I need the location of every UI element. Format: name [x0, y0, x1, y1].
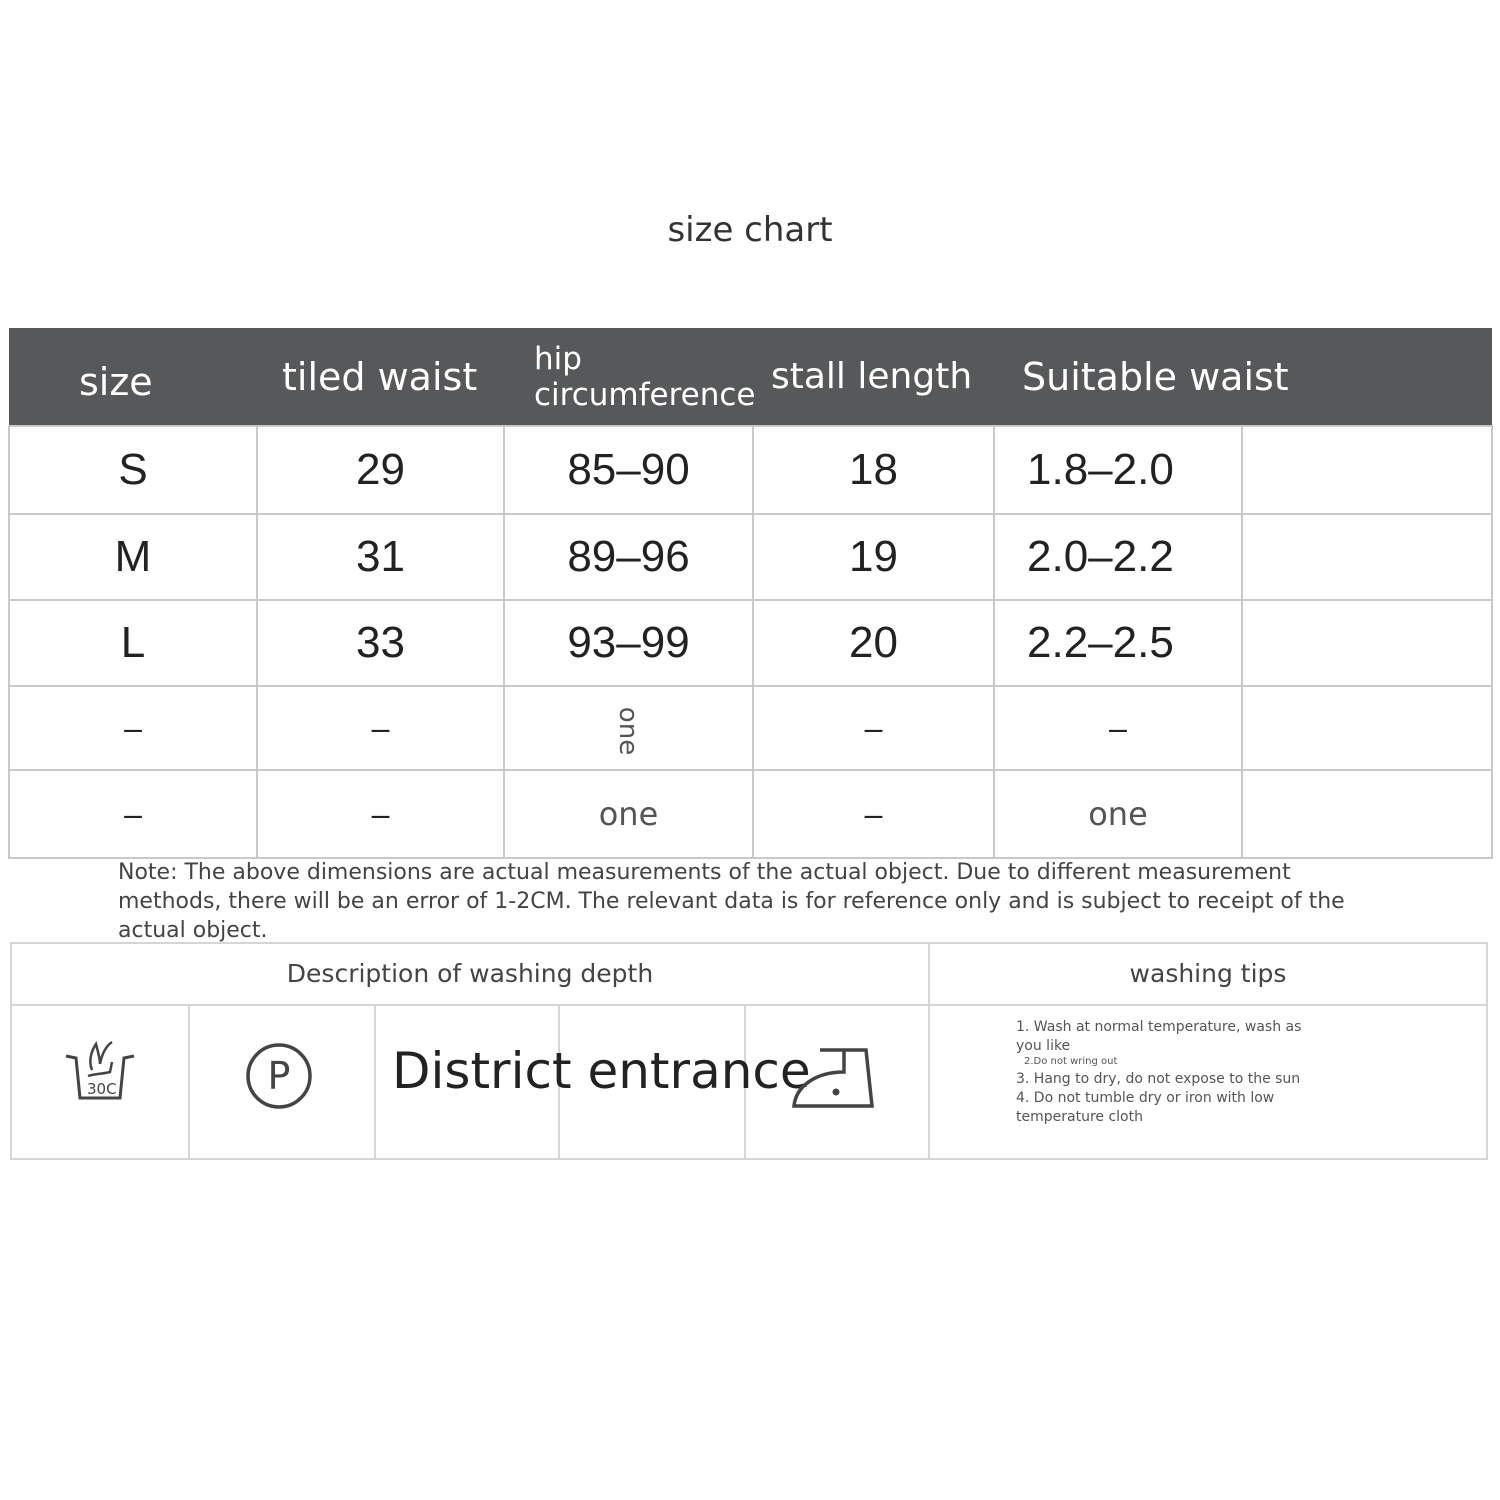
washing-tip: 3. Hang to dry, do not expose to the sun	[1016, 1071, 1301, 1087]
table-cell: –	[753, 770, 994, 858]
table-cell: –	[257, 686, 504, 770]
washing-tip: 4. Do not tumble dry or iron with low temperature cloth	[1016, 1090, 1275, 1125]
page-title: size chart	[667, 210, 833, 250]
table-cell: 31	[257, 514, 504, 600]
table-cell: 29	[257, 426, 504, 514]
table-row	[9, 514, 1492, 600]
header-tiled-waist: tiled waist	[257, 328, 504, 426]
hand-wash-temp-label: 30C	[87, 1080, 117, 1098]
table-cell: 20	[753, 600, 994, 686]
table-cell: 1.8–2.0	[994, 426, 1242, 514]
table-cell: 2.2–2.5	[994, 600, 1242, 686]
table-cell	[1242, 514, 1492, 600]
table-cell: –	[994, 686, 1242, 770]
table-cell	[1242, 686, 1492, 770]
table-cell: 2.0–2.2	[994, 514, 1242, 600]
table-cell	[1242, 600, 1492, 686]
table-row	[9, 686, 1492, 770]
washing-tip: 2.Do not wring out	[1024, 1056, 1118, 1067]
table-header-row	[9, 328, 1492, 426]
table-cell: S	[9, 426, 257, 514]
washing-tip: 1. Wash at normal temperature, wash as you like	[1016, 1019, 1302, 1054]
table-cell: 93–99	[504, 600, 753, 686]
header-hip-circumference: hip circumference	[504, 328, 753, 426]
hand-wash-30c-icon	[62, 1036, 138, 1112]
table-row	[9, 426, 1492, 514]
header-suitable-waist: Suitable waist	[994, 328, 1492, 426]
table-cell	[1242, 770, 1492, 858]
rotated-cell-text: one	[613, 706, 644, 755]
washing-tips-list	[1016, 1018, 1316, 1127]
table-cell: –	[753, 686, 994, 770]
table-cell: –	[9, 770, 257, 858]
table-cell: –	[9, 686, 257, 770]
header-size: size	[9, 328, 257, 426]
washing-section	[10, 942, 1488, 1160]
table-row	[9, 770, 1492, 858]
washing-depth-header: Description of washing depth	[12, 944, 928, 1006]
table-cell: 18	[753, 426, 994, 514]
table-cell	[1242, 426, 1492, 514]
table-cell: 89–96	[504, 514, 753, 600]
table-cell: one	[504, 770, 753, 858]
table-cell: 85–90	[504, 426, 753, 514]
table-cell: 33	[257, 600, 504, 686]
dry-clean-p-icon	[244, 1041, 314, 1111]
header-stall-length: stall length	[753, 328, 994, 426]
iron-low-icon	[790, 1042, 878, 1112]
district-entrance-text: District entrance	[392, 1042, 811, 1100]
size-table	[8, 328, 1493, 859]
table-cell: L	[9, 600, 257, 686]
dry-clean-letter: P	[267, 1054, 291, 1098]
table-cell	[504, 686, 753, 770]
measurement-note: Note: The above dimensions are actual measurements of the actual object. Due to different measurement methods, there will be an error of 1-2CM. The relevant data is for reference only and is subject to receipt of the actual object.	[118, 860, 1345, 943]
table-cell: M	[9, 514, 257, 600]
table-cell: –	[257, 770, 504, 858]
washing-tips-header: washing tips	[928, 944, 1486, 1006]
table-cell: 19	[753, 514, 994, 600]
table-row	[9, 600, 1492, 686]
table-cell: one	[994, 770, 1242, 858]
